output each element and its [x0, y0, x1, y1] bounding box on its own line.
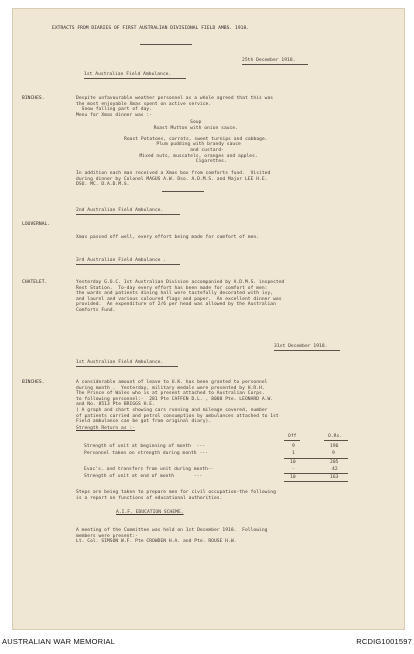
xmas-menu: Soup Roast Mutton with onion sauce. Roast Potatoes, carrots, sweet turnips and cabbage. Plum pudding with brandy sauce and custard- Mixed nuts, muscatels, oranges and apples. Cigarettes. [124, 120, 268, 165]
table-cell-off: 10 [290, 460, 296, 465]
paragraph-louvernal: Xmas passed off well, every effort being made for comfort of men. [76, 235, 260, 240]
title-underline [140, 44, 192, 45]
unit-underline [76, 214, 180, 215]
table-row-label: Evac's. and transfers from unit during month-- [84, 467, 214, 472]
table-cell-off: 9 [292, 444, 295, 449]
table-row-label: Strength of unit at end of month --- [84, 474, 203, 479]
table-cell-off: 10 [290, 475, 296, 480]
table-row-label: Personnel taken on strength during month --- [84, 451, 208, 456]
unit-heading-1st-fa: 1st Australian Field Ambulance. [84, 72, 172, 77]
place-binches: BINCHES. [22, 96, 45, 101]
strength-return-label: Strength Return as :- [76, 426, 136, 431]
paragraph-committee: A meeting of the Committee was held on 1st December 1918. Following members were present:- Lt. Col. SIMSON W.F. Pte CROWDEN H.A. and Pte. ROUSE H.W. [76, 528, 268, 545]
table-cell-off: - [292, 467, 295, 472]
entry-date-25-dec: 25th December 1918. [242, 58, 296, 63]
entry-date-31-dec: 31st December 1918. [274, 344, 328, 349]
document-page [12, 8, 405, 630]
unit-heading-3rd-fa: 3rd Australian Field Ambulance . [76, 258, 167, 263]
table-cell-ors: 9 [332, 451, 335, 456]
archive-reference: RCDIG1001597 [356, 637, 412, 646]
subtotal-rule [284, 458, 348, 459]
paragraph-civil-occupation: Steps are being taken to prepare men for civil occupation-the following is a report on functions of educational authorities. [76, 490, 276, 501]
place-chatelet: CHATELET. [22, 280, 48, 285]
unit-heading-1st-fa-2: 1st Australian Field Ambulance. [76, 360, 164, 365]
strength-header-ors: O.Rs. [328, 434, 343, 439]
paragraph-comforts: In addition each man received a Xmas box from comforts fund. Visited during dinner by Colonel MAGUS A.W. Dso. A.D.M.S. and Major LEE H.E. DSO. MC. D.A.D.M.S. [76, 171, 271, 188]
total-rule [284, 473, 348, 474]
unit-underline [76, 264, 180, 265]
date-underline [274, 350, 340, 351]
place-louvernal: LOUVERNAL. [22, 222, 51, 227]
double-total-rule [284, 481, 348, 482]
table-cell-off: 1 [292, 451, 295, 456]
table-row-label: Strength of unit at beginning of month --- [84, 444, 206, 449]
unit-underline [76, 366, 178, 367]
table-cell-ors: 42 [332, 467, 338, 472]
education-scheme-heading: A.I.F. EDUCATION SCHEME. [116, 510, 184, 515]
document-title: EXTRACTS FROM DIARIES OF FIRST AUSTRALIAN DIVISIONAL FIELD AMBS. 1918. [52, 26, 250, 31]
table-cell-ors: 205 [330, 460, 339, 465]
table-cell-ors: 196 [330, 444, 339, 449]
strength-header-off: Off [288, 434, 297, 439]
header-underline [284, 440, 300, 441]
paragraph-xmas: Despite unfavourable weather personnel as a whole agreed that this was the most enjoyable Xmas spent on active service. Snow falling part of day. Menu for Xmas dinner was :- [76, 96, 274, 118]
separator [162, 191, 204, 192]
archive-credit: AUSTRALIAN WAR MEMORIAL [2, 637, 116, 646]
header-underline [324, 440, 348, 441]
place-binches-2: BINCHES. [22, 380, 45, 385]
paragraph-leave: A considerable amount of leave to U.K. has been granted to personnel during month . Yesterday, military medals were presented by H.R.H. The Prince of Wales who is at present attached to Australian Corps. to following personnel:- 281 Pte CAFFEN D.L. , 8008 Pte. LEONARD A.W. and No. 8513 Pte BRIGGS H.E. ( A graph and chart showing cars running and mileage covered, number of patients carried and petrol consumption by ambulances attached to 1st Field ambulance can be got from original diary). [76, 380, 279, 425]
table-cell-ors: 163 [330, 475, 339, 480]
paragraph-chatelet: Yesterday G.O.C. 1st Australian Division accompanied by A.D.M.S. inspected Rest Station. To-day every effort has been made for comfort of men: the wards and patients dining hall were tastefully decorated with ivy, and laurel and various coloured flags and paper. An excellent dinner was provided. An expenditure of 2/6 per head was allowed by the Australian Comforts Fund. [76, 280, 285, 313]
date-underline [242, 64, 308, 65]
unit-heading-2nd-fa: 2nd Australian Field Ambulance. [76, 208, 164, 213]
unit-underline [84, 78, 186, 79]
